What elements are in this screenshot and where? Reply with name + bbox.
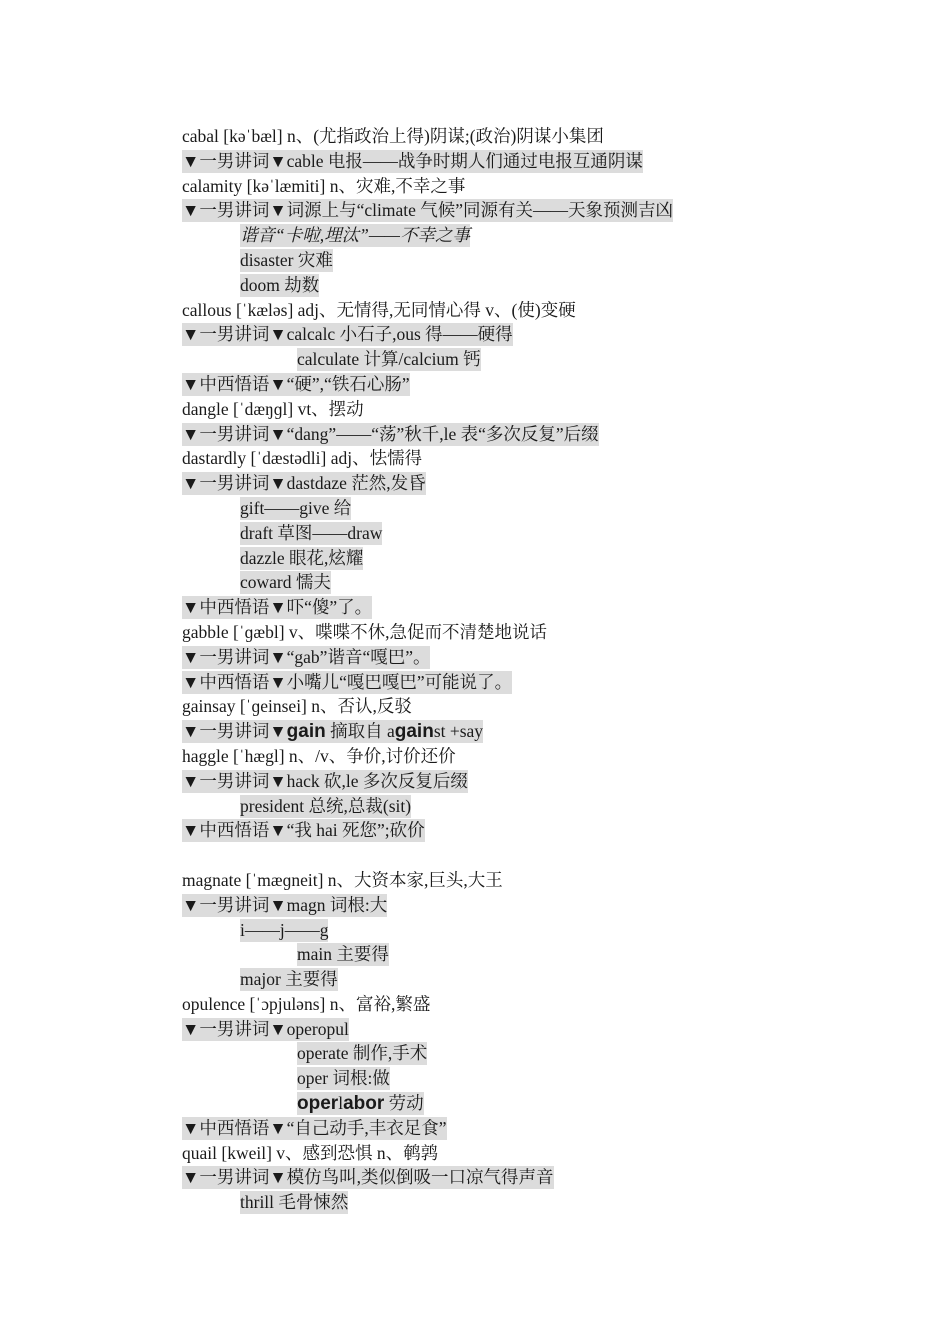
note-line — [182, 1091, 802, 1116]
entry-line — [182, 744, 802, 769]
note-line — [182, 1116, 802, 1141]
note-line — [182, 546, 802, 571]
note-line — [182, 149, 802, 174]
note-text: calculate 计算/calcium 钙 — [297, 349, 481, 370]
note-text: ▼中西悟语▼小嘴儿“嘎巴嘎巴”可能说了。 — [182, 671, 513, 692]
note-text: disaster 灾难 — [240, 249, 333, 270]
document-body — [182, 124, 802, 1215]
note-line — [182, 769, 802, 794]
note-line — [182, 670, 802, 695]
note-line — [182, 1066, 802, 1091]
note-line — [182, 248, 802, 273]
note-text — [182, 720, 483, 743]
note-line — [182, 967, 802, 992]
entry-text: cabal [kəˈbæl] n、(尤指政治上得)阴谋;(政治)阴谋小集团 — [182, 126, 604, 146]
note-text-part: 劳动 — [384, 1093, 424, 1114]
note-text: thrill 毛骨悚然 — [240, 1192, 349, 1213]
note-line — [182, 347, 802, 372]
entry-line — [182, 868, 802, 893]
entry-text: opulence [ˈɔpjuləns] n、富裕,繁盛 — [182, 993, 431, 1014]
note-text: ▼中西悟语▼“我 hai 死您”;砍价 — [182, 820, 425, 841]
note-line — [182, 719, 802, 744]
note-line — [182, 471, 802, 496]
note-text-part: ▼一男讲词▼ — [182, 721, 287, 742]
note-text: i——j——g — [240, 919, 329, 940]
note-line — [182, 818, 802, 843]
note-text: draft 草图——draw — [240, 522, 383, 543]
note-line — [182, 198, 802, 223]
note-text: ▼中西悟语▼吓“傻”了。 — [182, 597, 373, 618]
entry-text: gainsay [ˈɡeinsei] n、否认,反驳 — [182, 696, 412, 717]
note-line — [182, 422, 802, 447]
note-line — [182, 942, 802, 967]
note-line — [182, 273, 802, 298]
entry-line — [182, 397, 802, 422]
note-text-part: oper — [297, 1093, 339, 1115]
note-line — [182, 521, 802, 546]
note-text: ▼一男讲词▼calcalc 小石子,ous 得——硬得 — [182, 324, 513, 345]
note-text — [297, 1092, 424, 1115]
note-line — [182, 1190, 802, 1215]
note-text: ▼一男讲词▼cable 电报——战争时期人们通过电报互通阴谋 — [182, 150, 643, 171]
entry-line — [182, 1141, 802, 1166]
note-text: 谐音“卡啦,埋汰”——不幸之事 — [240, 225, 470, 246]
note-text: main 主要得 — [297, 944, 389, 965]
note-line — [182, 1017, 802, 1042]
note-text: oper 词根:做 — [297, 1068, 390, 1089]
entry-line — [182, 174, 802, 199]
note-text: ▼一男讲词▼“dang”——“荡”秋千,le 表“多次反复”后缀 — [182, 423, 599, 444]
note-text: ▼中西悟语▼“硬”,“铁石心肠” — [182, 373, 410, 394]
note-line — [182, 322, 802, 347]
note-text-part: gain — [286, 721, 326, 743]
entry-text: magnate [ˈmæɡneit] n、大资本家,巨头,大王 — [182, 869, 503, 890]
note-text: major 主要得 — [240, 969, 338, 990]
note-line — [182, 1165, 802, 1190]
note-line — [182, 223, 802, 248]
entry-text: callous [ˈkæləs] adj、无情得,无同情心得 v、(使)变硬 — [182, 299, 576, 320]
note-text: ▼中西悟语▼“自己动手,丰衣足食” — [182, 1117, 447, 1138]
blank-line — [182, 843, 802, 868]
note-text: ▼一男讲词▼词源上与“climate 气候”同源有关——天象预测吉凶 — [182, 200, 674, 221]
note-text: gift——give 给 — [240, 497, 352, 518]
note-text-part: abor — [343, 1093, 385, 1115]
entry-text: quail [kweil] v、感到恐惧 n、鹌鹑 — [182, 1142, 439, 1163]
note-text: ▼一男讲词▼dastdaze 茫然,发昏 — [182, 473, 426, 494]
note-line — [182, 496, 802, 521]
note-text: doom 劫数 — [240, 274, 320, 295]
entry-line — [182, 694, 802, 719]
note-text: coward 懦夫 — [240, 572, 331, 593]
entry-line — [182, 620, 802, 645]
note-text: ▼一男讲词▼“gab”谐音“嘎巴”。 — [182, 646, 431, 667]
note-line — [182, 1041, 802, 1066]
note-text: president 总统,总裁(sit) — [240, 795, 412, 816]
note-text: ▼一男讲词▼hack 砍,le 多次反复后缀 — [182, 770, 468, 791]
note-line — [182, 645, 802, 670]
note-line — [182, 893, 802, 918]
note-text-part: l — [338, 1093, 344, 1114]
entry-line — [182, 446, 802, 471]
note-text: dazzle 眼花,炫耀 — [240, 547, 364, 568]
note-text-part: gain — [394, 721, 434, 743]
entry-text: dastardly [ˈdæstədli] adj、怯懦得 — [182, 448, 423, 469]
note-text-part: 摘取自 a — [325, 721, 395, 742]
note-line — [182, 794, 802, 819]
entry-line — [182, 124, 802, 149]
entry-line — [182, 992, 802, 1017]
note-text: ▼一男讲词▼模仿鸟叫,类似倒吸一口凉气得声音 — [182, 1167, 554, 1188]
note-line — [182, 918, 802, 943]
entry-text: dangle [ˈdæŋɡl] vt、摆动 — [182, 398, 364, 419]
note-line — [182, 570, 802, 595]
entry-line — [182, 298, 802, 323]
note-text: ▼一男讲词▼magn 词根:大 — [182, 894, 388, 915]
note-line — [182, 595, 802, 620]
note-line — [182, 372, 802, 397]
entry-text: haggle [ˈhægl] n、/v、争价,讨价还价 — [182, 745, 456, 766]
entry-text: calamity [kəˈlæmiti] n、灾难,不幸之事 — [182, 175, 466, 196]
note-text: operate 制作,手术 — [297, 1043, 428, 1064]
note-text: ▼一男讲词▼operopul — [182, 1018, 349, 1039]
entry-text: gabble [ˈɡæbl] v、喋喋不休,急促而不清楚地说话 — [182, 621, 548, 642]
note-text-part: st +say — [433, 721, 484, 742]
